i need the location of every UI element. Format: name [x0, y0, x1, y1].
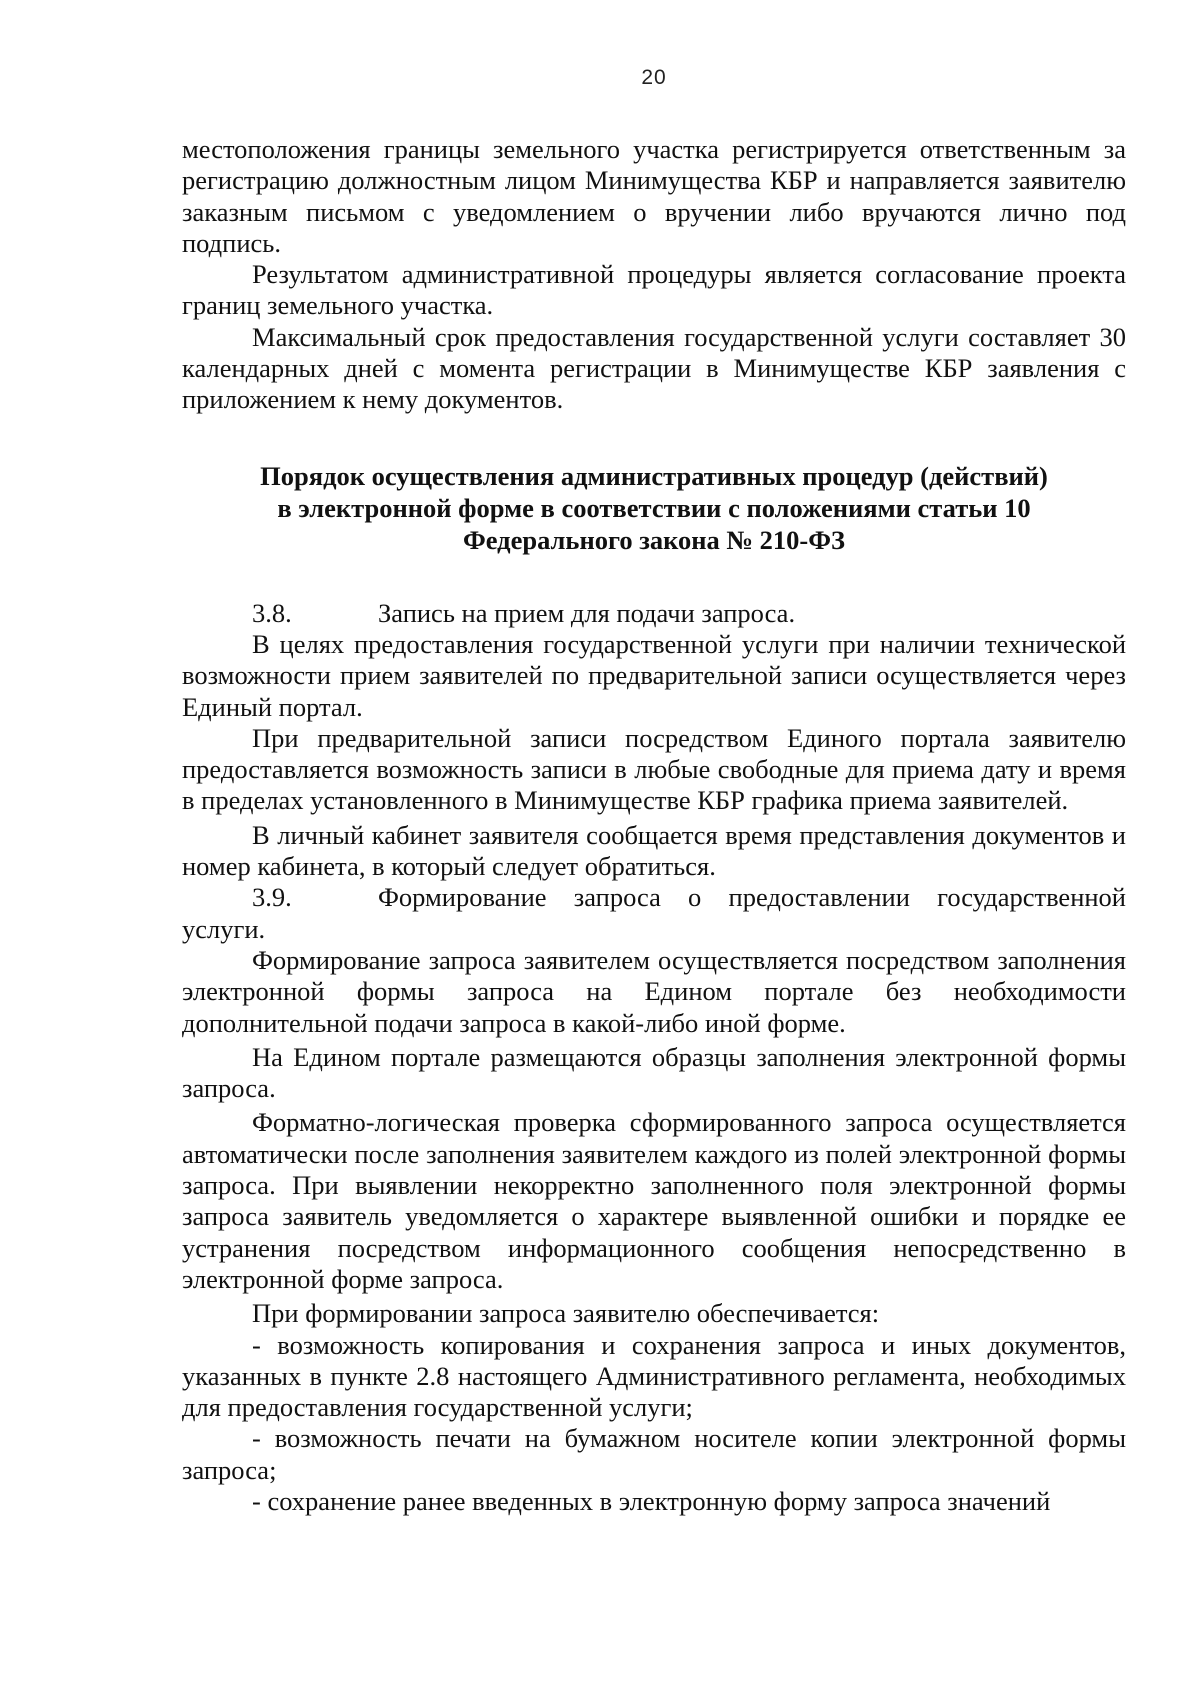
paragraph-max-term: Максимальный срок предоставления государственной услуги составляет 30 календарных дней с момента регистрации в Минимуществе КБР заявления с приложением к нему документов.: [182, 321, 1126, 415]
paragraph-3-9-1: Формирование запроса заявителем осуществляется посредством заполнения электронной формы запроса на Едином портале без необходимости дополнительной подачи запроса в какой-либо иной форме.: [182, 944, 1126, 1038]
paragraph-3-8-2: При предварительной записи посредством Единого портала заявителю предоставляется возможность записи в любые свободные для приема дату и время в пределах установленного в Минимуществе КБР графика приема заявителей.: [182, 722, 1126, 816]
section-heading-line-1: Порядок осуществления административных процедур (действий): [260, 460, 1048, 491]
item-3-9: [182, 882, 1126, 945]
item-3-8-number: 3.8.: [252, 597, 292, 628]
paragraph-3-8-3: В личный кабинет заявителя сообщается время представления документов и номер кабинета, в который следует обратиться.: [182, 819, 1126, 882]
item-3-9-text: Формирование запроса о предоставлении государственной услуги.: [182, 882, 1126, 944]
bullet-item-copy: - возможность копирования и сохранения запроса и иных документов, указанных в пункте 2.8 настоящего Административного регламента, необходимых для предоставления государственной услуги;: [182, 1329, 1126, 1423]
section-heading-line-3: Федерального закона № 210-ФЗ: [463, 524, 845, 555]
item-3-8: [182, 598, 1126, 629]
paragraph-3-9-4: При формировании запроса заявителю обеспечивается:: [252, 1298, 880, 1329]
bullet-item-save: - сохранение ранее введенных в электронную форму запроса значений: [252, 1485, 1051, 1516]
item-3-9-number: 3.9.: [252, 882, 292, 913]
paragraph-3-9-2: На Едином портале размещаются образцы заполнения электронной формы запроса.: [182, 1041, 1126, 1104]
section-heading: [182, 460, 1126, 556]
paragraph-3-8-1: В целях предоставления государственной услуги при наличии технической возможности прием заявителей по предварительной записи осуществляется через Единый портал.: [182, 628, 1126, 722]
page-number: 20: [641, 66, 667, 89]
paragraph-result: Результатом административной процедуры является согласование проекта границ земельного участка.: [182, 259, 1126, 321]
paragraph-3-9-3: Форматно-логическая проверка сформированного запроса осуществляется автоматически после заполнения заявителем каждого из полей электронной формы запроса. При выявлении некорректно заполненного поля электронной формы запроса заявитель уведомляется о характере выявленной ошибки и порядке ее устранения посредством информационного сообщения непосредственно в электронной форме запроса.: [182, 1107, 1126, 1294]
paragraph-continuation: местоположения границы земельного участка регистрируется ответственным за регистрацию должностным лицом Минимущества КБР и направляется заявителю заказным письмом с уведомлением о вручении либо вручаются лично под подпись.: [182, 134, 1126, 258]
item-3-8-text: Запись на прием для подачи запроса.: [378, 597, 796, 628]
bullet-item-print: - возможность печати на бумажном носителе копии электронной формы запроса;: [182, 1423, 1126, 1485]
section-heading-line-2: в электронной форме в соответствии с положениями статьи 10: [277, 492, 1031, 523]
